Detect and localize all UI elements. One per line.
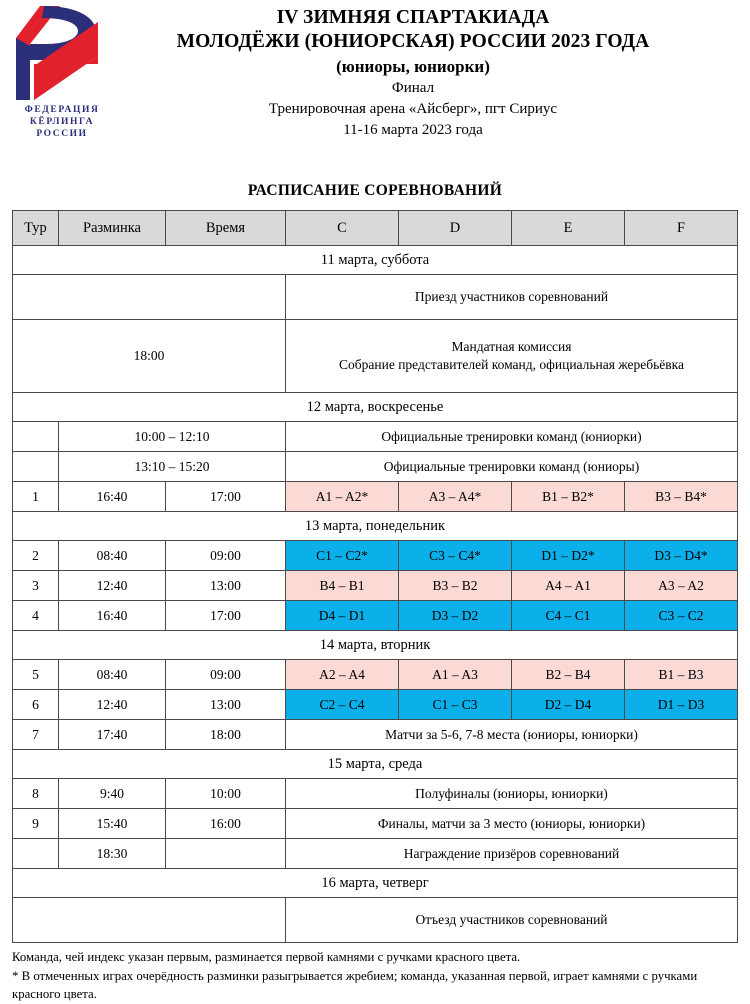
row-tur (13, 839, 59, 869)
logo-caption (8, 104, 116, 140)
row-time: 13:00 (166, 690, 286, 720)
game-cell-sheet-f: B3 – B4* (625, 482, 738, 512)
row-warmup: 08:40 (59, 541, 166, 571)
row-tur: 2 (13, 541, 59, 571)
table-row (13, 320, 738, 393)
row-time: 17:00 (166, 601, 286, 631)
logo-caption-line-2: КЁРЛИНГА (29, 117, 95, 127)
game-cell-sheet-c: A2 – A4 (286, 660, 399, 690)
row-tur (13, 422, 59, 452)
table-row (13, 422, 738, 452)
column-header-sheet-e: E (512, 211, 625, 246)
row-left-label (13, 898, 286, 943)
table-row (13, 809, 738, 839)
day-header-row (13, 512, 738, 541)
event-venue: Тренировочная арена «Айсберг», пгт Сириус (268, 101, 558, 117)
game-cell-sheet-d: A3 – A4* (399, 482, 512, 512)
day-header-row (13, 246, 738, 275)
day-label-4: 14 марта, вторник (13, 631, 738, 660)
table-row (13, 571, 738, 601)
event-title-line-3: (юниоры, юниорки) (336, 57, 490, 76)
table-row (13, 690, 738, 720)
game-cell-sheet-c: B4 – B1 (286, 571, 399, 601)
game-cell-sheet-f: C3 – C2 (625, 601, 738, 631)
row-warmup: 16:40 (59, 482, 166, 512)
page-title: РАСПИСАНИЕ СОРЕВНОВАНИЙ (247, 182, 503, 199)
row-event-text: Приезд участников соревнований (286, 275, 738, 320)
schedule-table (12, 210, 738, 943)
row-warmup: 08:40 (59, 660, 166, 690)
row-event-text: Мандатная комиссия Собрание представителей команд, официальная жеребьёвка (286, 320, 738, 393)
column-header-sheet-d: D (399, 211, 512, 246)
game-cell-sheet-d: D3 – D2 (399, 601, 512, 631)
day-header-row (13, 750, 738, 779)
row-time: 13:00 (166, 571, 286, 601)
game-cell-sheet-c: D4 – D1 (286, 601, 399, 631)
game-cell-sheet-d: C3 – C4* (399, 541, 512, 571)
game-cell-sheet-c: C1 – C2* (286, 541, 399, 571)
game-cell-sheet-f: D3 – D4* (625, 541, 738, 571)
table-row (13, 482, 738, 512)
table-row (13, 839, 738, 869)
table-row (13, 660, 738, 690)
day-label-5: 15 марта, среда (13, 750, 738, 779)
footnotes (12, 948, 738, 1004)
row-event-text: Финалы, матчи за 3 место (юниоры, юниорки) (286, 809, 738, 839)
row-event-text: Матчи за 5-6, 7-8 места (юниоры, юниорки) (286, 720, 738, 750)
row-left-label: 18:00 (13, 320, 286, 393)
row-time: 09:00 (166, 660, 286, 690)
day-label-3: 13 марта, понедельник (13, 512, 738, 541)
column-header-sheet-c: C (286, 211, 399, 246)
row-event-text: Награждение призёров соревнований (286, 839, 738, 869)
row-warmup: 16:40 (59, 601, 166, 631)
table-row (13, 452, 738, 482)
row-warmup: 12:40 (59, 571, 166, 601)
table-row (13, 779, 738, 809)
game-cell-sheet-f: B1 – B3 (625, 660, 738, 690)
row-tur: 3 (13, 571, 59, 601)
game-cell-sheet-f: D1 – D3 (625, 690, 738, 720)
curling-federation-logo-icon (12, 4, 112, 102)
game-cell-sheet-d: C1 – C3 (399, 690, 512, 720)
event-title-line-2: МОЛОДЁЖИ (ЮНИОРСКАЯ) РОССИИ 2023 ГОДА (176, 31, 650, 52)
row-time-range: 10:00 – 12:10 (59, 422, 286, 452)
row-time (166, 839, 286, 869)
game-cell-sheet-f: A3 – A2 (625, 571, 738, 601)
game-cell-sheet-d: A1 – A3 (399, 660, 512, 690)
row-warmup: 9:40 (59, 779, 166, 809)
column-header-sheet-f: F (625, 211, 738, 246)
row-time: 10:00 (166, 779, 286, 809)
row-warmup: 12:40 (59, 690, 166, 720)
document-header (0, 0, 750, 168)
table-row (13, 275, 738, 320)
table-row (13, 601, 738, 631)
row-tur: 1 (13, 482, 59, 512)
game-cell-sheet-e: D2 – D4 (512, 690, 625, 720)
game-cell-sheet-e: C4 – C1 (512, 601, 625, 631)
table-row (13, 541, 738, 571)
event-stage: Финал (391, 80, 435, 96)
row-tur: 4 (13, 601, 59, 631)
row-tur (13, 452, 59, 482)
row-tur: 5 (13, 660, 59, 690)
day-header-row (13, 393, 738, 422)
footnote-1: Команда, чей индекс указан первым, разминается первой камнями с ручками красного цвета. (12, 950, 521, 964)
day-label-1: 11 марта, суббота (13, 246, 738, 275)
table-row (13, 720, 738, 750)
day-header-row (13, 869, 738, 898)
game-cell-sheet-d: B3 – B2 (399, 571, 512, 601)
game-cell-sheet-c: C2 – C4 (286, 690, 399, 720)
table-row (13, 898, 738, 943)
day-header-row (13, 631, 738, 660)
row-left-label (13, 275, 286, 320)
day-label-6: 16 марта, четверг (13, 869, 738, 898)
row-tur: 7 (13, 720, 59, 750)
row-event-text: Полуфиналы (юниоры, юниорки) (286, 779, 738, 809)
federation-logo (8, 4, 116, 140)
event-dates: 11-16 марта 2023 года (343, 122, 483, 138)
row-time: 17:00 (166, 482, 286, 512)
game-cell-sheet-c: A1 – A2* (286, 482, 399, 512)
column-header-tur: Тур (13, 211, 59, 246)
row-event-text: Официальные тренировки команд (юниоры) (286, 452, 738, 482)
table-header-row (13, 211, 738, 246)
game-cell-sheet-e: B2 – B4 (512, 660, 625, 690)
row-tur: 9 (13, 809, 59, 839)
row-time: 09:00 (166, 541, 286, 571)
game-cell-sheet-e: A4 – A1 (512, 571, 625, 601)
column-header-time: Время (166, 211, 286, 246)
logo-caption-line-1: ФЕДЕРАЦИЯ (24, 105, 100, 115)
row-tur: 8 (13, 779, 59, 809)
row-tur: 6 (13, 690, 59, 720)
column-header-warmup: Разминка (59, 211, 166, 246)
row-time: 16:00 (166, 809, 286, 839)
row-time: 18:00 (166, 720, 286, 750)
game-cell-sheet-e: B1 – B2* (512, 482, 625, 512)
table-body (13, 246, 738, 943)
footnote-2: * В отмеченных играх очерёдность разминки разыгрывается жребием; команда, указанная первой, играет камнями с ручками красного цвета. (12, 968, 698, 1001)
logo-caption-line-3: РОССИИ (36, 129, 88, 139)
table-header (13, 211, 738, 246)
row-time-range: 13:10 – 15:20 (59, 452, 286, 482)
row-warmup: 18:30 (59, 839, 166, 869)
day-label-2: 12 марта, воскресенье (13, 393, 738, 422)
row-event-text: Официальные тренировки команд (юниорки) (286, 422, 738, 452)
row-warmup: 15:40 (59, 809, 166, 839)
row-warmup: 17:40 (59, 720, 166, 750)
game-cell-sheet-e: D1 – D2* (512, 541, 625, 571)
event-title-line-1: IV ЗИМНЯЯ СПАРТАКИАДА (276, 7, 550, 28)
row-event-text: Отъезд участников соревнований (286, 898, 738, 943)
